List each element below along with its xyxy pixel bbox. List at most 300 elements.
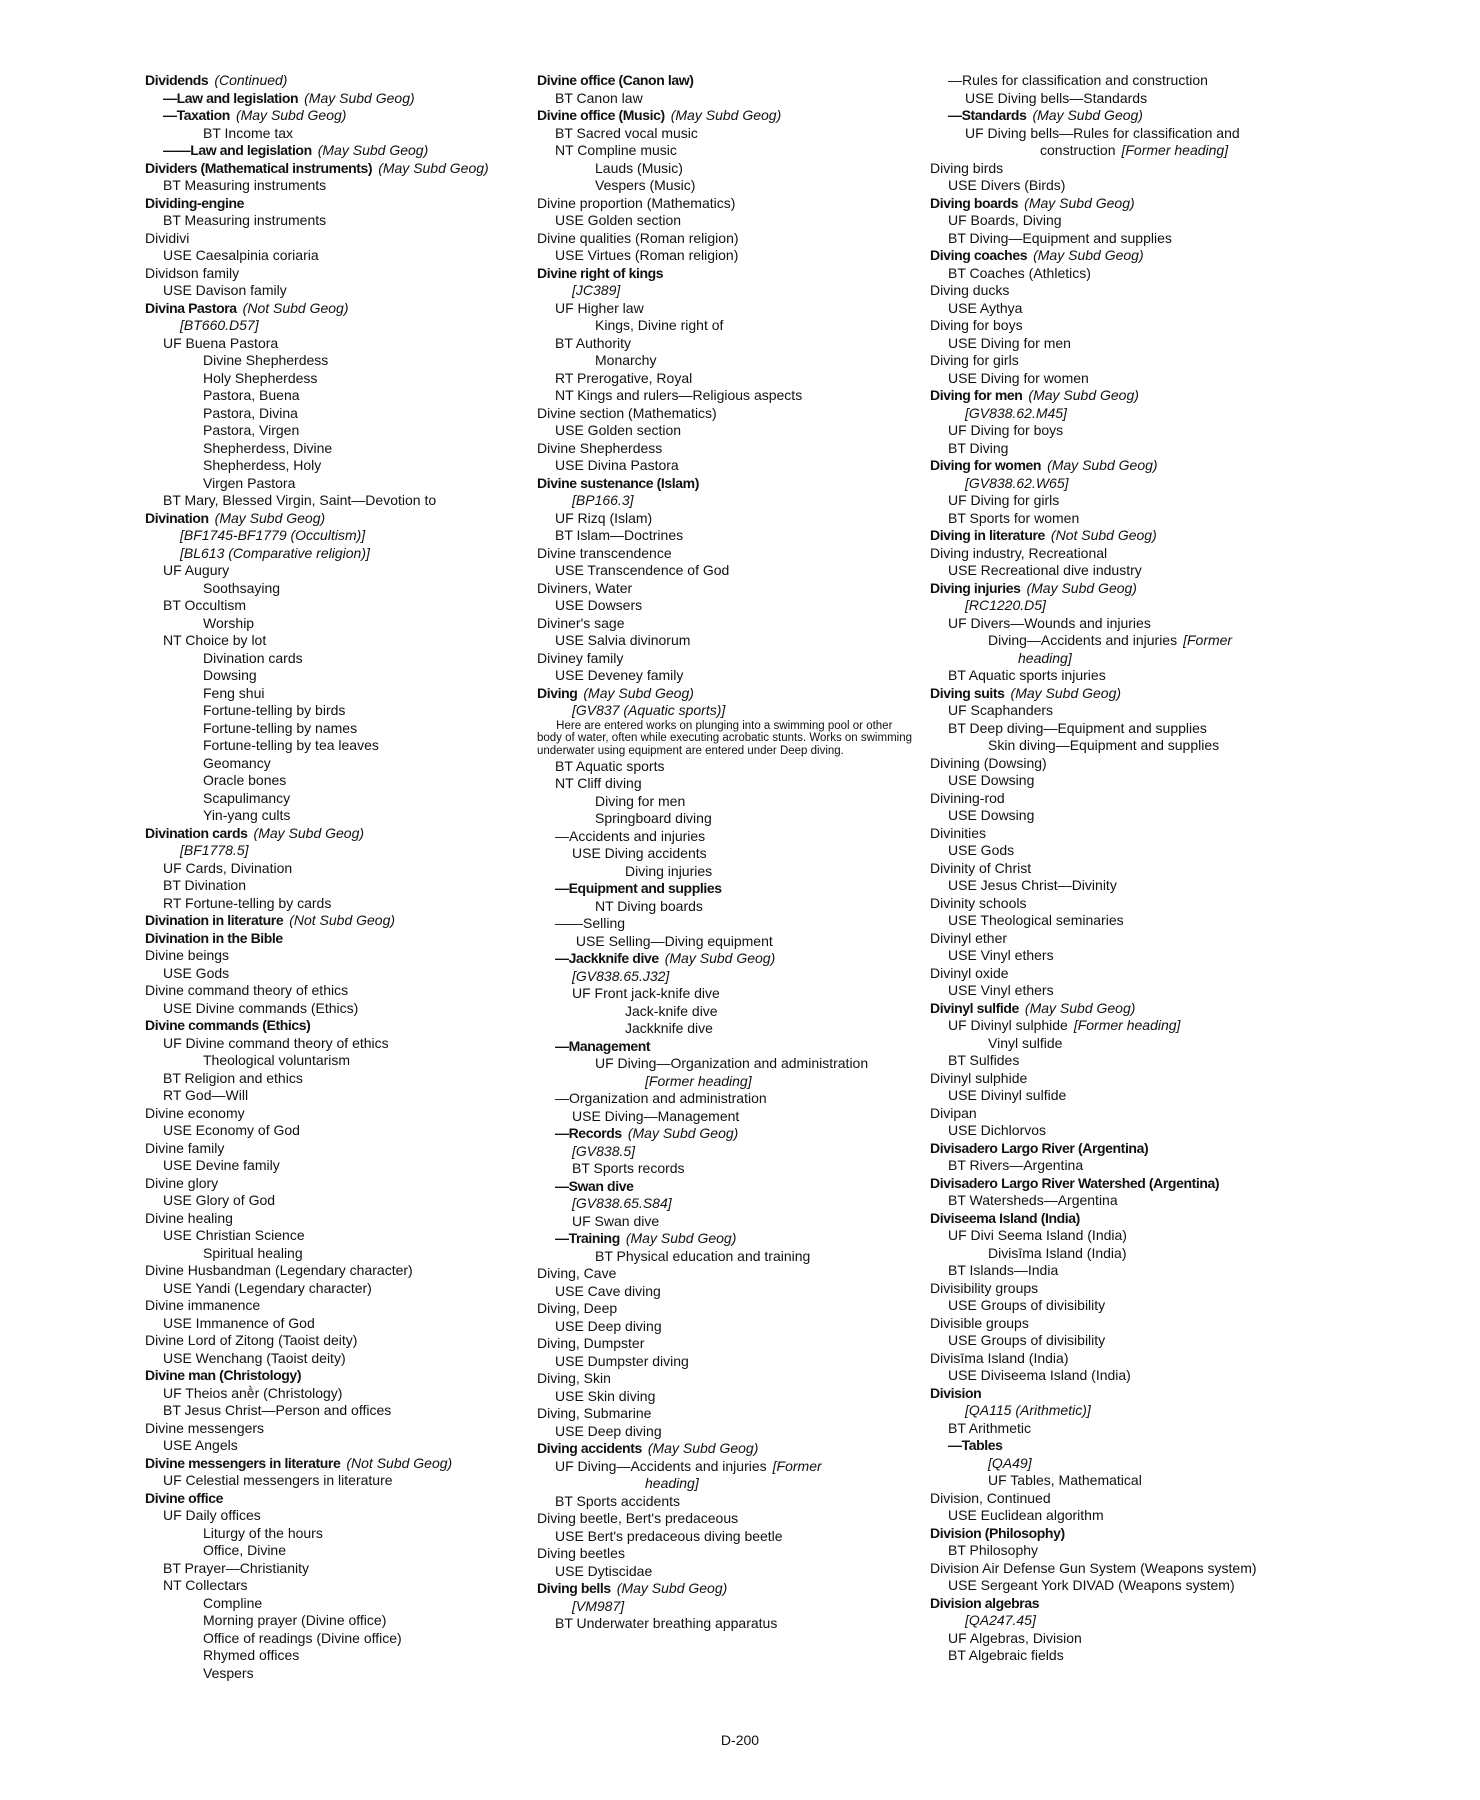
index-heading — [145, 72, 525, 90]
reference-text: Divine proportion (Mathematics) — [537, 194, 736, 211]
reference-text: USE Dichlorvos — [948, 1122, 1047, 1138]
qualifier-text: [GV837 (Aquatic sports)] — [572, 702, 726, 718]
reference-text: Soothsaying — [203, 579, 281, 596]
index-reference — [930, 422, 1330, 440]
index-reference — [537, 212, 922, 230]
index-heading — [930, 1000, 1330, 1018]
reference-text: USE Diving accidents — [572, 845, 707, 862]
index-reference — [537, 90, 922, 108]
index-reference — [145, 1507, 525, 1525]
index-reference — [930, 1402, 1330, 1420]
index-heading — [930, 1385, 1330, 1403]
index-reference — [537, 125, 922, 143]
reference-text: UF Augury — [163, 562, 230, 578]
index-reference — [145, 965, 525, 983]
index-reference — [145, 1402, 525, 1420]
reference-text: Scapulimancy — [203, 789, 291, 806]
index-reference — [930, 1437, 1330, 1455]
reference-text: USE Divers (Birds) — [948, 177, 1066, 193]
index-reference — [537, 1073, 922, 1091]
index-heading — [930, 387, 1330, 405]
reference-text: Lauds (Music) — [595, 159, 683, 176]
reference-text: Yin-yang cults — [203, 807, 291, 823]
index-reference — [145, 1070, 525, 1088]
index-reference — [930, 737, 1330, 755]
reference-text: Compline — [203, 1594, 263, 1611]
index-reference — [145, 1647, 525, 1665]
index-heading — [537, 405, 922, 423]
reference-text: NT Cliff diving — [555, 775, 642, 792]
index-heading — [537, 440, 922, 458]
index-heading — [930, 282, 1330, 300]
reference-text: USE Groups of divisibility — [948, 1297, 1106, 1313]
reference-text: RT Prerogative, Royal — [555, 369, 693, 386]
index-reference — [145, 1612, 525, 1630]
index-reference — [930, 1577, 1330, 1595]
reference-text: USE Diving bells—Standards — [965, 89, 1148, 106]
reference-text: USE Gods — [948, 842, 1015, 858]
qualifier-text: [BP166.3] — [572, 492, 634, 508]
reference-text: USE Dumpster diving — [555, 1352, 689, 1369]
reference-text: —Rules for classification and construction — [948, 72, 1208, 88]
qualifier-text: [Former heading] — [1073, 1017, 1181, 1033]
index-reference — [537, 810, 922, 828]
scope-note — [537, 720, 922, 758]
index-heading — [145, 912, 525, 930]
reference-text: USE Salvia divinorum — [555, 632, 691, 648]
index-heading — [145, 265, 525, 283]
index-reference — [930, 597, 1330, 615]
heading-term: Divination in literature — [145, 912, 284, 928]
index-reference — [145, 177, 525, 195]
reference-text: USE Immanence of God — [163, 1314, 315, 1331]
index-reference — [930, 632, 1330, 650]
index-heading — [537, 1405, 922, 1423]
reference-text: Divine transcendence — [537, 544, 672, 561]
reference-text: USE Angels — [163, 1437, 238, 1453]
index-heading — [930, 1140, 1330, 1158]
qualifier-text: (May Subd Geog) — [627, 1125, 739, 1142]
index-reference — [930, 492, 1330, 510]
index-reference — [145, 1350, 525, 1368]
reference-text: Feng shui — [203, 684, 265, 701]
reference-text: Vinyl sulfide — [988, 1034, 1063, 1051]
reference-text: USE Glory of God — [163, 1192, 276, 1208]
reference-text: ——Selling — [555, 915, 626, 932]
reference-text: BT Sacred vocal music — [555, 124, 698, 141]
reference-text: NT Compline music — [555, 142, 677, 158]
index-reference — [145, 1192, 525, 1210]
index-reference — [537, 950, 922, 968]
index-reference — [537, 562, 922, 580]
index-reference — [537, 1108, 922, 1126]
index-heading — [537, 1440, 922, 1458]
qualifier-text: heading] — [645, 1475, 699, 1492]
index-reference — [930, 1087, 1330, 1105]
reference-text: Divination cards — [203, 649, 303, 666]
index-reference — [145, 877, 525, 895]
reference-text: Fortune-telling by names — [203, 719, 358, 736]
index-reference — [145, 1542, 525, 1560]
reference-text: BT Underwater breathing apparatus — [555, 1615, 778, 1632]
heading-term: —Jackknife dive — [555, 950, 659, 967]
index-reference — [145, 632, 525, 650]
index-reference — [537, 422, 922, 440]
index-reference — [930, 1420, 1330, 1438]
reference-text: NT Diving boards — [595, 897, 703, 914]
reference-text: Dowsing — [203, 667, 257, 683]
heading-term: Divine sustenance (Islam) — [537, 474, 699, 491]
qualifier-text: heading] — [1018, 649, 1072, 666]
index-reference — [537, 985, 922, 1003]
reference-text: BT Diving — [948, 439, 1009, 456]
index-reference — [537, 898, 922, 916]
reference-text: Diving beetle, Bert's predaceous — [537, 1510, 739, 1527]
index-reference — [930, 842, 1330, 860]
reference-text: Holy Shepherdess — [203, 369, 318, 386]
index-reference — [537, 597, 922, 615]
reference-text: Divining-rod — [930, 789, 1005, 806]
index-reference — [930, 877, 1330, 895]
index-reference — [145, 317, 525, 335]
index-reference — [537, 1475, 922, 1493]
reference-text: NT Collectars — [163, 1577, 248, 1593]
index-heading — [537, 1545, 922, 1563]
reference-text: USE Economy of God — [163, 1122, 300, 1138]
index-reference — [930, 335, 1330, 353]
index-reference — [537, 1598, 922, 1616]
index-heading — [145, 947, 525, 965]
reference-text: Diviner's sage — [537, 614, 625, 631]
index-heading — [537, 615, 922, 633]
index-reference — [537, 1493, 922, 1511]
index-reference — [930, 912, 1330, 930]
qualifier-text: (Not Subd Geog) — [242, 299, 349, 316]
reference-text: BT Islands—India — [948, 1262, 1059, 1278]
reference-text: USE Davison family — [163, 282, 287, 298]
index-reference — [537, 758, 922, 776]
heading-term: —Swan dive — [555, 1177, 634, 1194]
index-heading — [930, 1105, 1330, 1123]
index-reference — [145, 247, 525, 265]
reference-text: Divine glory — [145, 1174, 219, 1191]
reference-text: BT Algebraic fields — [948, 1647, 1064, 1663]
reference-text: USE Caesalpinia coriaria — [163, 247, 319, 263]
heading-term: Divine office (Canon law) — [537, 72, 694, 88]
index-heading — [930, 1280, 1330, 1298]
index-heading — [930, 1560, 1330, 1578]
index-heading — [145, 1297, 525, 1315]
index-reference — [145, 142, 525, 160]
index-reference — [537, 300, 922, 318]
index-heading — [145, 1105, 525, 1123]
index-reference — [930, 405, 1330, 423]
reference-text: BT Prayer—Christianity — [163, 1559, 310, 1576]
index-reference — [930, 947, 1330, 965]
qualifier-text: (May Subd Geog) — [304, 89, 415, 106]
index-heading — [930, 930, 1330, 948]
reference-text: BT Arithmetic — [948, 1419, 1031, 1436]
reference-text: Jackknife dive — [625, 1020, 713, 1037]
index-reference — [145, 1595, 525, 1613]
reference-text: UF Scaphanders — [948, 702, 1054, 718]
index-reference — [145, 860, 525, 878]
heading-term: Divination — [145, 509, 209, 526]
index-reference — [537, 845, 922, 863]
index-reference — [537, 667, 922, 685]
qualifier-text: [JC389] — [572, 282, 621, 298]
index-heading — [930, 1175, 1330, 1193]
index-reference — [145, 790, 525, 808]
reference-text: BT Watersheds—Argentina — [948, 1192, 1118, 1208]
index-heading — [930, 825, 1330, 843]
heading-term: Divine commands (Ethics) — [145, 1017, 311, 1033]
reference-text: USE Wenchang (Taoist deity) — [163, 1349, 346, 1366]
index-reference — [930, 212, 1330, 230]
reference-text: USE Divinyl sulfide — [948, 1087, 1067, 1103]
index-heading — [145, 1210, 525, 1228]
heading-term: Diving suits — [930, 684, 1005, 701]
reference-text: USE Dowsers — [555, 597, 643, 613]
index-reference — [537, 702, 922, 720]
index-heading — [930, 860, 1330, 878]
reference-text: Divine beings — [145, 947, 230, 963]
reference-text: BT Measuring instruments — [163, 212, 327, 228]
index-reference — [537, 1143, 922, 1161]
index-reference — [930, 650, 1330, 668]
index-reference — [145, 90, 525, 108]
heading-term: Diving boards — [930, 194, 1019, 211]
index-reference — [145, 1385, 525, 1403]
reference-text: UF Divi Seema Island (India) — [948, 1227, 1127, 1243]
reference-text: BT Aquatic sports injuries — [948, 667, 1106, 683]
heading-term: —Standards — [948, 107, 1027, 123]
index-heading — [537, 230, 922, 248]
index-reference — [930, 1455, 1330, 1473]
heading-term: Dividing-engine — [145, 194, 245, 211]
index-reference — [930, 370, 1330, 388]
reference-text: Skin diving—Equipment and supplies — [988, 737, 1220, 753]
index-heading — [930, 527, 1330, 545]
reference-text: USE Groups of divisibility — [948, 1332, 1106, 1348]
index-reference — [930, 1542, 1330, 1560]
index-reference — [537, 1125, 922, 1143]
index-reference — [930, 1297, 1330, 1315]
index-column-3 — [930, 72, 1330, 1665]
reference-text: BT Jesus Christ—Person and offices — [163, 1402, 392, 1418]
reference-text: Diving for girls — [930, 352, 1019, 368]
index-reference — [537, 1248, 922, 1266]
index-heading — [537, 1335, 922, 1353]
reference-text: UF Diving—Accidents and injuries — [555, 1457, 767, 1474]
reference-text: Divine healing — [145, 1209, 233, 1226]
reference-text: Oracle bones — [203, 772, 287, 788]
index-reference — [537, 247, 922, 265]
heading-term: Diving — [537, 684, 578, 701]
index-reference — [145, 597, 525, 615]
heading-term: —Taxation — [163, 107, 230, 123]
index-reference — [145, 527, 525, 545]
index-reference — [537, 968, 922, 986]
index-heading — [930, 317, 1330, 335]
index-heading — [537, 580, 922, 598]
reference-text: BT Canon law — [555, 89, 643, 106]
reference-text: USE Diving for women — [948, 369, 1089, 386]
reference-text: Divine Husbandman (Legendary character) — [145, 1262, 413, 1278]
index-reference — [145, 650, 525, 668]
index-reference — [930, 1122, 1330, 1140]
reference-text: Diving injuries — [625, 862, 713, 879]
reference-text: USE Dowsing — [948, 807, 1035, 823]
reference-text: UF Diving for girls — [948, 492, 1060, 508]
qualifier-text: (May Subd Geog) — [647, 1440, 759, 1457]
index-reference — [537, 1038, 922, 1056]
reference-text: USE Vinyl ethers — [948, 947, 1054, 963]
index-reference — [537, 492, 922, 510]
index-reference — [537, 1090, 922, 1108]
index-reference — [145, 807, 525, 825]
index-reference — [930, 107, 1330, 125]
index-reference — [145, 212, 525, 230]
reference-text: BT Diving—Equipment and supplies — [948, 229, 1172, 246]
index-heading — [145, 982, 525, 1000]
reference-text: Diving, Dumpster — [537, 1335, 645, 1352]
reference-text: Diving, Skin — [537, 1370, 611, 1387]
index-reference — [145, 475, 525, 493]
qualifier-text: (May Subd Geog) — [378, 159, 489, 176]
qualifier-text: [BF1778.5] — [180, 842, 249, 858]
reference-text: USE Diviseema Island (India) — [948, 1367, 1131, 1383]
reference-text: Divine command theory of ethics — [145, 982, 349, 998]
index-reference — [145, 1665, 525, 1683]
heading-term: Dividends — [145, 72, 209, 88]
reference-text: Diving industry, Recreational — [930, 544, 1108, 561]
index-reference — [537, 933, 922, 951]
index-heading — [537, 1265, 922, 1283]
heading-term: Diving for men — [930, 387, 1023, 403]
index-reference — [537, 1020, 922, 1038]
qualifier-text: [BL613 (Comparative religion)] — [180, 544, 370, 561]
index-reference — [145, 1227, 525, 1245]
index-reference — [537, 1003, 922, 1021]
reference-text: Virgen Pastora — [203, 474, 296, 491]
index-reference — [145, 842, 525, 860]
index-reference — [930, 1227, 1330, 1245]
reference-text: Divine immanence — [145, 1297, 261, 1313]
qualifier-text: (May Subd Geog) — [1024, 999, 1136, 1016]
index-heading — [930, 160, 1330, 178]
heading-term: Diving coaches — [930, 247, 1028, 263]
reference-text: BT Coaches (Athletics) — [948, 264, 1091, 281]
index-heading — [537, 545, 922, 563]
index-heading — [930, 755, 1330, 773]
reference-text: Fortune-telling by birds — [203, 702, 346, 718]
index-reference — [537, 828, 922, 846]
reference-text: Kings, Divine right of — [595, 317, 724, 333]
heading-term: Diving accidents — [537, 1440, 642, 1457]
index-reference — [145, 282, 525, 300]
index-reference — [930, 615, 1330, 633]
reference-text: USE Selling—Diving equipment — [572, 932, 773, 949]
reference-text: UF Daily offices — [163, 1507, 261, 1523]
index-reference — [930, 1367, 1330, 1385]
index-heading — [537, 685, 922, 703]
heading-term: Divinyl sulfide — [930, 999, 1019, 1016]
reference-text: Pastora, Virgen — [203, 422, 300, 438]
index-heading — [930, 895, 1330, 913]
reference-text: USE Sergeant York DIVAD (Weapons system) — [948, 1577, 1235, 1593]
reference-text: Divisīma Island (India) — [930, 1349, 1069, 1366]
reference-text: USE Euclidean algorithm — [948, 1507, 1104, 1523]
index-heading — [930, 1210, 1330, 1228]
reference-text: USE Bert's predaceous diving beetle — [555, 1527, 783, 1544]
qualifier-text: (May Subd Geog) — [317, 142, 429, 158]
qualifier-text: (May Subd Geog) — [235, 107, 347, 123]
index-reference — [930, 1192, 1330, 1210]
reference-text: Dividson family — [145, 264, 240, 281]
index-reference — [537, 863, 922, 881]
reference-text: Divisible groups — [930, 1314, 1029, 1331]
reference-text: Divine family — [145, 1139, 225, 1156]
reference-text: Pastora, Divina — [203, 404, 298, 421]
heading-term: —Law and legislation — [163, 89, 299, 106]
index-heading — [145, 1140, 525, 1158]
reference-text: USE Aythya — [948, 299, 1023, 316]
reference-text: USE Devine family — [163, 1157, 280, 1173]
reference-text: UF Divers—Wounds and injuries — [948, 614, 1151, 631]
index-reference — [537, 1458, 922, 1476]
index-heading — [930, 1315, 1330, 1333]
index-reference — [537, 1423, 922, 1441]
reference-text: UF Theios anḕr (Christology) — [163, 1384, 343, 1401]
index-reference — [537, 1615, 922, 1633]
index-heading — [145, 1332, 525, 1350]
index-reference — [537, 1528, 922, 1546]
reference-text: BT Aquatic sports — [555, 757, 665, 774]
index-heading — [145, 1455, 525, 1473]
index-reference — [145, 1437, 525, 1455]
qualifier-text: [GV838.5] — [572, 1142, 636, 1159]
reference-text: Office, Divine — [203, 1542, 286, 1558]
index-reference — [930, 1472, 1330, 1490]
index-reference — [930, 440, 1330, 458]
reference-text: UF Divine command theory of ethics — [163, 1034, 389, 1051]
qualifier-text: (May Subd Geog) — [664, 950, 776, 967]
qualifier-text: [BF1745-BF1779 (Occultism)] — [180, 527, 366, 543]
reference-text: USE Dytiscidae — [555, 1562, 653, 1579]
reference-text: USE Deveney family — [555, 667, 684, 683]
index-reference — [537, 370, 922, 388]
index-reference — [930, 300, 1330, 318]
index-reference — [145, 370, 525, 388]
index-reference — [145, 1525, 525, 1543]
reference-text: NT Choice by lot — [163, 632, 267, 648]
heading-term: Divination cards — [145, 824, 248, 841]
reference-text: BT Authority — [555, 334, 632, 351]
reference-text: UF Divinyl sulphide — [948, 1017, 1068, 1033]
index-reference — [145, 720, 525, 738]
index-reference — [930, 1017, 1330, 1035]
index-reference — [930, 667, 1330, 685]
index-reference — [145, 457, 525, 475]
index-heading — [145, 1175, 525, 1193]
qualifier-text: (May Subd Geog) — [583, 684, 694, 701]
reference-text: BT Sports for women — [948, 509, 1080, 526]
index-reference — [145, 422, 525, 440]
index-reference — [537, 1213, 922, 1231]
reference-text: Diving, Cave — [537, 1265, 617, 1282]
index-reference — [145, 1315, 525, 1333]
